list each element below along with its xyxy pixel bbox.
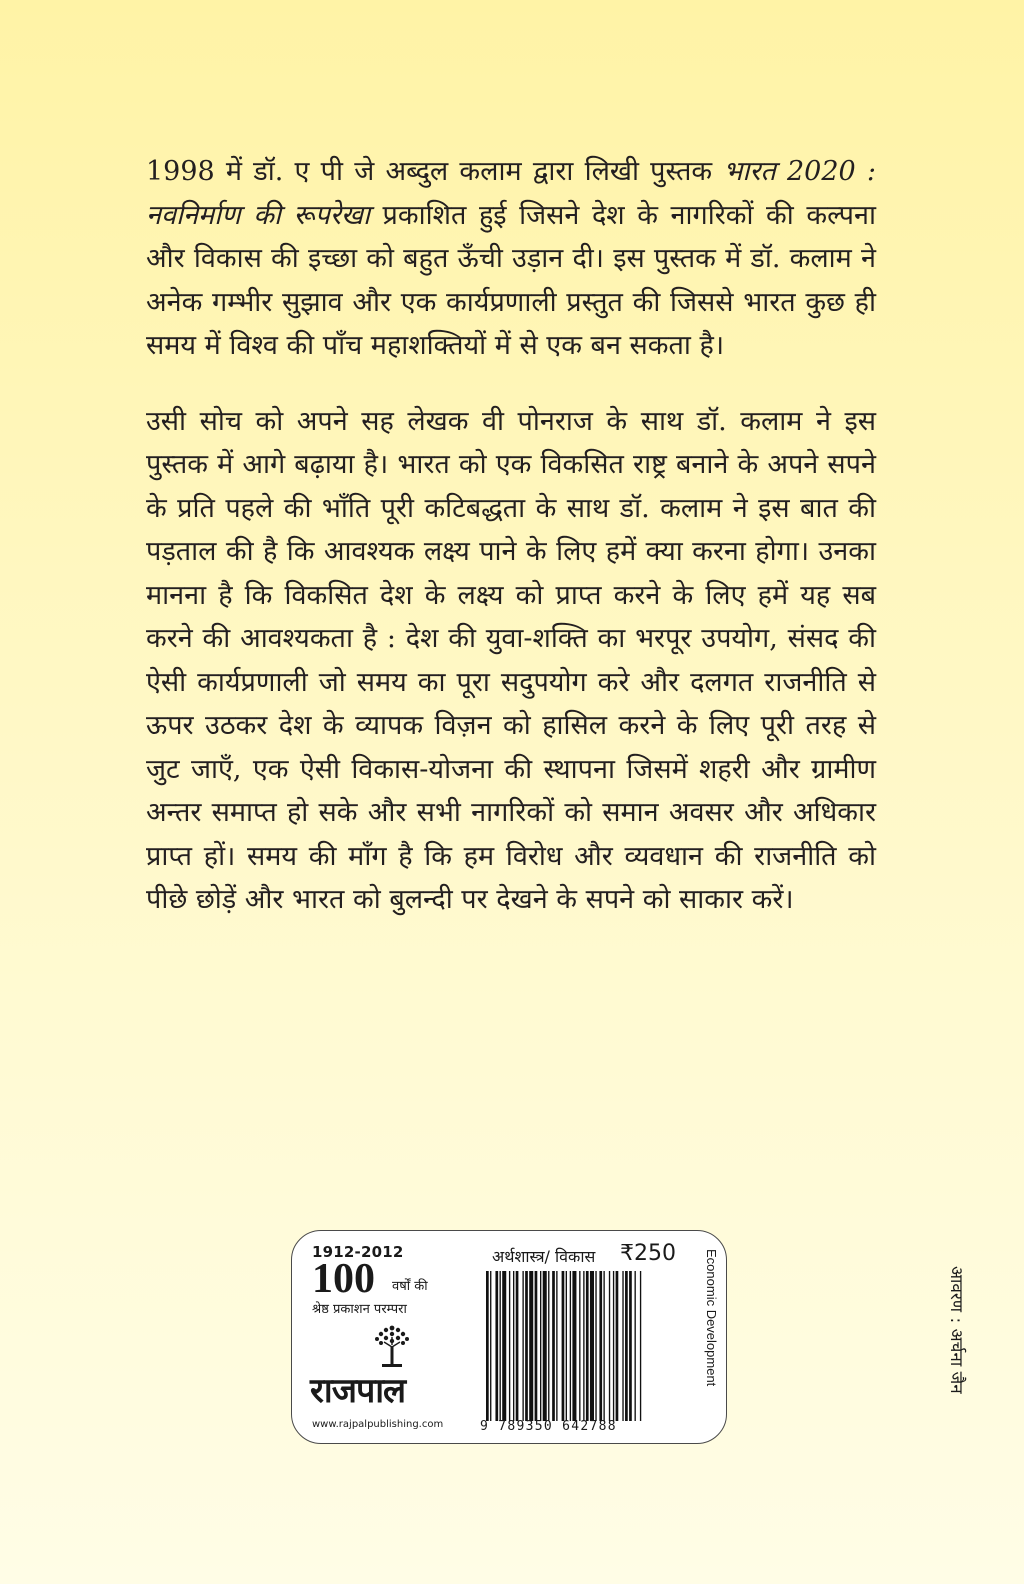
publisher-name: राजपाल [310, 1371, 406, 1411]
barcode-bar [570, 1271, 571, 1421]
barcode-bar [616, 1271, 619, 1421]
barcode-bar [535, 1271, 538, 1421]
barcode-bar [635, 1271, 636, 1421]
barcode-bar [595, 1271, 596, 1421]
barcode-bar [622, 1271, 623, 1421]
barcode-bar [590, 1271, 594, 1421]
barcode-bar [490, 1271, 491, 1421]
barcode-bar [548, 1271, 549, 1421]
barcode-bar [500, 1271, 501, 1421]
barcode-bar [513, 1271, 514, 1421]
isbn-number: 9 789350 642788 [480, 1419, 617, 1434]
publisher-logo-block [306, 1241, 476, 1437]
category-price-row [492, 1241, 682, 1267]
back-cover-blurb [146, 150, 876, 922]
barcode-bar [502, 1271, 506, 1421]
barcode-bar [552, 1271, 555, 1421]
anniversary-years: 1912-2012 [312, 1243, 404, 1261]
barcode-bar [609, 1271, 610, 1421]
barcode-bar [613, 1271, 614, 1421]
barcode-bar [579, 1271, 580, 1421]
barcode-bar [486, 1271, 489, 1421]
barcode-bar [583, 1271, 584, 1421]
barcode-bar [556, 1271, 557, 1421]
category-english: Economic Development [704, 1249, 719, 1387]
book-price: ₹250 [620, 1241, 676, 1266]
barcode-bar [516, 1271, 519, 1421]
barcode-bar [495, 1271, 498, 1421]
barcode-bar [629, 1271, 632, 1421]
blurb-paragraph-1-start: 1998 में डॉ. ए पी जे अब्दुल कलाम द्वारा लिखी पुस्तक [146, 156, 724, 187]
barcode-bar [509, 1271, 510, 1421]
anniversary-years-label: वर्षों की [392, 1279, 428, 1294]
barcode-bar [640, 1271, 641, 1421]
barcode-bar [566, 1271, 567, 1421]
blurb-paragraph-1 [146, 150, 876, 368]
blurb-paragraph-1-end: प्रकाशित हुई जिसने देश के नागरिकों की कल्पना और विकास की इच्छा को बहुत ऊँची उड़ान दी। इस पुस्तक में डॉ. कलाम ने अनेक गम्भीर सुझाव और एक कार्यप्रणाली प्रस्तुत की जिससे भारत कुछ ही समय में विश्व की पाँच महाशक्तियों में से एक बन सकता है। [146, 199, 876, 361]
barcode-bar [529, 1271, 533, 1421]
barcode-bar [625, 1271, 628, 1421]
tree-icon [372, 1323, 412, 1369]
book-title-reference: भारत 2020 : नवनिर्माण की रूपरेखा [146, 156, 876, 231]
barcode-bar [599, 1271, 602, 1421]
isbn-barcode [482, 1271, 692, 1421]
barcode-bar [540, 1271, 541, 1421]
cover-design-credit: आवरण : अर्चना जैन [946, 1266, 966, 1394]
publisher-barcode-panel [291, 1230, 727, 1444]
barcode-bar [562, 1271, 565, 1421]
blurb-paragraph-2: उसी सोच को अपने सह लेखक वी पोनराज के साथ डॉ. कलाम ने इस पुस्तक में आगे बढ़ाया है। भारत को एक विकसित राष्ट्र बनाने के अपने सपने के प्रति पहले की भाँति पूरी कटिबद्धता के साथ डॉ. कलाम ने इस बात की पड़ताल की है कि आवश्यक लक्ष्य पाने के लिए हमें क्या करना होगा। उनका मानना है कि विकसित देश के लक्ष्य को प्राप्त करने के लिए हमें यह सब करने की आवश्यकता है : देश की युवा-शक्ति का भरपूर उपयोग, संसद की ऐसी कार्यप्रणाली जो समय का पूरा सदुपयोग करे और दलगत राजनीति से ऊपर उठकर देश के व्यापक विज़न को हासिल करने के लिए पूरी तरह से जुट जाएँ, एक ऐसी विकास-योजना की स्थापना जिसमें शहरी और ग्रामीण अन्तर समाप्त हो सके और सभी नागरिकों को समान अवसर और अधिकार प्राप्त हों। समय की माँग है कि हम विरोध और व्यवधान की राजनीति को पीछे छोड़ें और भारत को बुलन्दी पर देखने के सपने को साकार करें। [146, 405, 876, 915]
publishing-tradition-label: श्रेष्ठ प्रकाशन परम्परा [312, 1302, 407, 1317]
barcode-bar [543, 1271, 547, 1421]
barcode-bar [525, 1271, 528, 1421]
barcode-bar [603, 1271, 604, 1421]
barcode-bar [586, 1271, 589, 1421]
category-hindi: अर्थशास्त्र/ विकास [492, 1247, 596, 1266]
barcode-bar [572, 1271, 576, 1421]
publisher-website: www.rajpalpublishing.com [312, 1419, 444, 1430]
barcode-bar [522, 1271, 523, 1421]
anniversary-number: 100 [312, 1256, 375, 1302]
